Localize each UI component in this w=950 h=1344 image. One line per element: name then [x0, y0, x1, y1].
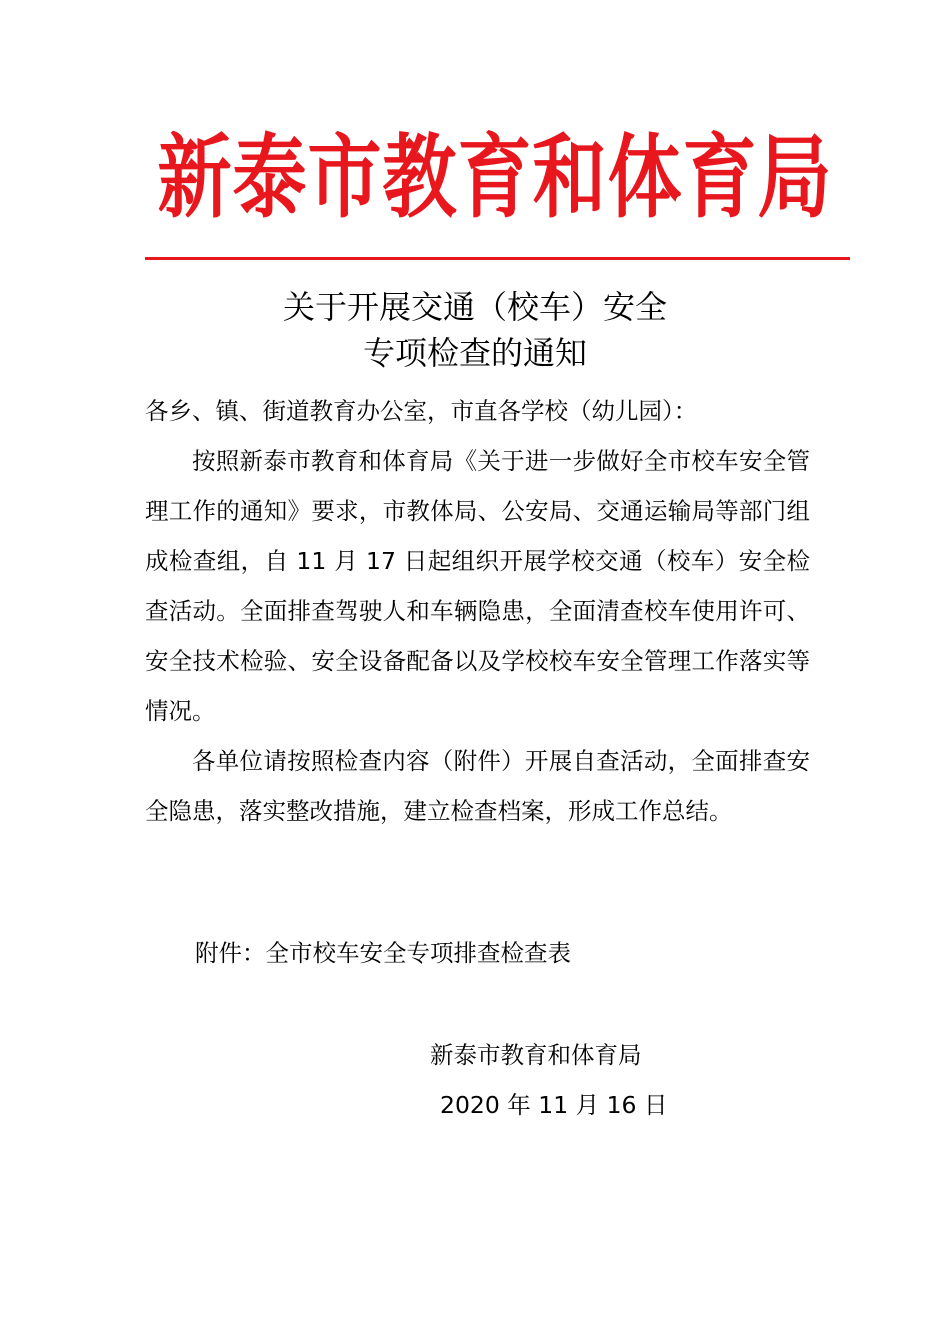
salutation: 各乡、镇、街道教育办公室，市直各学校（幼儿园）： — [145, 397, 698, 425]
signature-date: 2020 年 11 月 16 日 — [440, 1091, 668, 1119]
document-title-line-2: 专项检查的通知 — [362, 334, 587, 372]
red-divider-line — [145, 257, 850, 260]
body-paragraph-2: 各单位请按照检查内容（附件）开展自查活动，全面排查安全隐患，落实整改措施，建立检查档案，形成工作总结。 — [145, 747, 810, 825]
signature-organization: 新泰市教育和体育局 — [430, 1041, 642, 1069]
issuer-masthead: 新泰市教育和体育局 — [157, 125, 833, 231]
body-paragraph-1: 按照新泰市教育和体育局《关于进一步做好全市校车安全管理工作的通知》要求，市教体局、公安局、交通运输局等部门组成检查组，自 11 月 17 日起组织开展学校交通（校车）安全检查活动。全面排查驾驶人和车辆隐患，全面清查校车使用许可、安全技术检验、安全设备配备以及学校校车安全管理工作落实等情况。 — [145, 447, 810, 725]
document-title-line-1: 关于开展交通（校车）安全 — [282, 288, 667, 326]
attachment-line: 附件：全市校车安全专项排查检查表 — [195, 939, 571, 967]
document-title — [140, 284, 810, 376]
document-body — [145, 386, 810, 836]
